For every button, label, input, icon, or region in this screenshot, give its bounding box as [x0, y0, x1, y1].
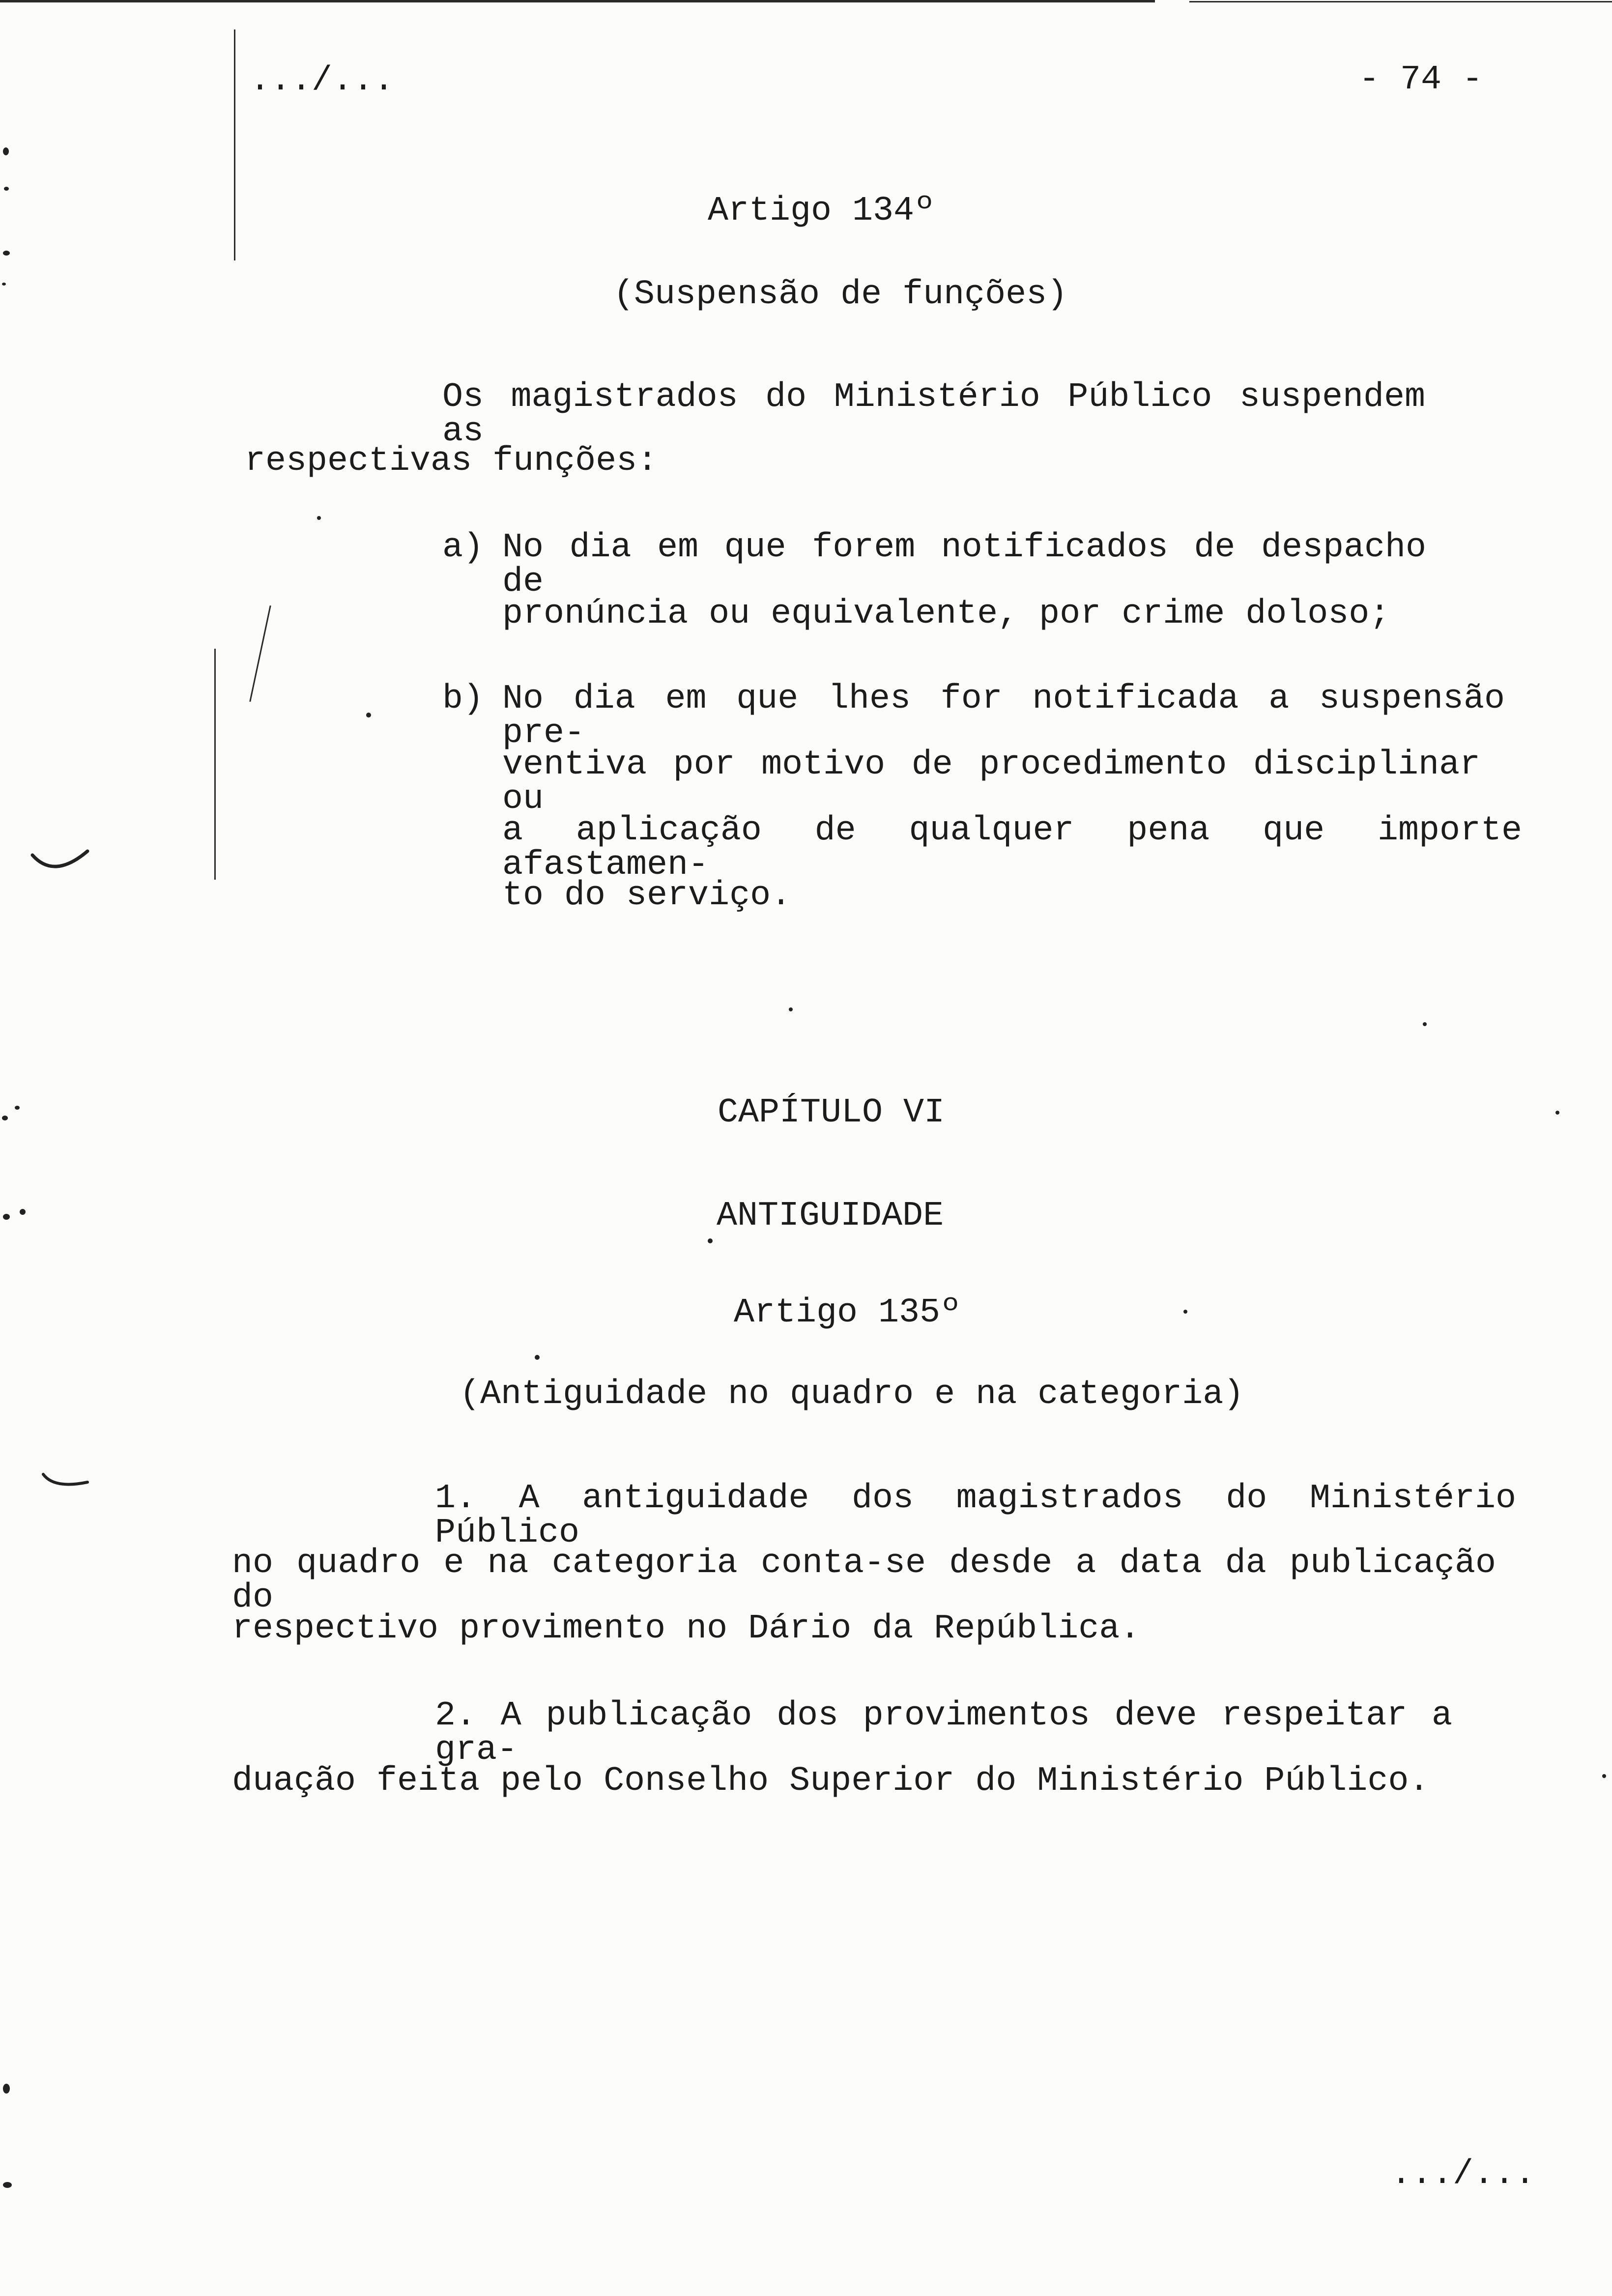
scan-speck	[535, 1355, 540, 1360]
item-b-line: No dia em que lhes for notificada a suspensão pre-	[502, 680, 1505, 753]
item-b-label: b)	[442, 680, 484, 718]
paragraph-2-line: duação feita pelo Conselho Superior do Ministério Público.	[232, 1762, 1430, 1801]
item-a-line: pronúncia ou equivalente, por crime doloso;	[502, 595, 1390, 633]
margin-rule-slash	[249, 605, 271, 702]
item-a-label: a)	[442, 528, 484, 567]
page-number: - 74 -	[1359, 60, 1483, 99]
margin-rule-lower	[214, 649, 216, 880]
scan-speck	[3, 1214, 10, 1220]
scan-speck	[20, 1209, 26, 1215]
scan-speck	[2, 1116, 8, 1120]
scan-speck	[1423, 1022, 1427, 1026]
scan-speck	[2, 283, 6, 286]
article-134-title: Artigo 134º	[708, 192, 935, 230]
scan-speck	[1555, 1111, 1559, 1115]
paragraph-1-line: 1. A antiguidade dos magistrados do Ministério Público	[435, 1479, 1516, 1552]
item-b-line: to do serviço.	[502, 876, 792, 915]
scan-speck	[1183, 1310, 1187, 1314]
scan-speck	[789, 1007, 793, 1011]
item-b-line: ventiva por motivo de procedimento disciplinar ou	[502, 746, 1480, 819]
article-134-intro-line: respectivas funções:	[245, 442, 658, 481]
article-134-subtitle: (Suspensão de funções)	[613, 275, 1068, 314]
article-134-intro-line: Os magistrados do Ministério Público suspendem as	[442, 378, 1425, 451]
header-continuation: .../...	[250, 61, 395, 100]
scan-speck	[3, 2084, 10, 2094]
item-a-line: No dia em que forem notificados de despacho de	[502, 528, 1426, 602]
top-edge-line-right	[1189, 1, 1612, 2]
scan-speck	[708, 1238, 713, 1243]
paragraph-1-line: respectivo provimento no Dário da República.	[232, 1609, 1141, 1648]
scan-speck	[317, 516, 321, 520]
footer-continuation: .../...	[1391, 2155, 1536, 2194]
article-135-title: Artigo 135º	[734, 1293, 961, 1332]
item-b-line: a aplicação de qualquer pena que importe afastamen-	[502, 811, 1522, 885]
scan-speck	[4, 187, 9, 191]
scan-checkmark	[39, 1469, 93, 1494]
scan-speck	[15, 1106, 20, 1110]
scan-speck	[366, 713, 371, 718]
article-135-subtitle: (Antiguidade no quadro e na categoria)	[460, 1375, 1244, 1414]
scan-speck	[3, 251, 10, 256]
paragraph-1-line: no quadro e na categoria conta-se desde a data da publicação do	[232, 1544, 1496, 1617]
paragraph-2-line: 2. A publicação dos provimentos deve respeitar a gra-	[435, 1696, 1452, 1770]
scan-speck	[3, 2182, 12, 2188]
top-edge-line	[0, 0, 1155, 2]
scan-speck	[1602, 1774, 1606, 1778]
chapter-number: CAPÍTULO VI	[718, 1093, 945, 1132]
scan-speck	[3, 147, 9, 155]
margin-rule-upper	[234, 29, 235, 260]
chapter-title: ANTIGUIDADE	[717, 1197, 944, 1235]
scan-checkmark	[29, 845, 93, 880]
